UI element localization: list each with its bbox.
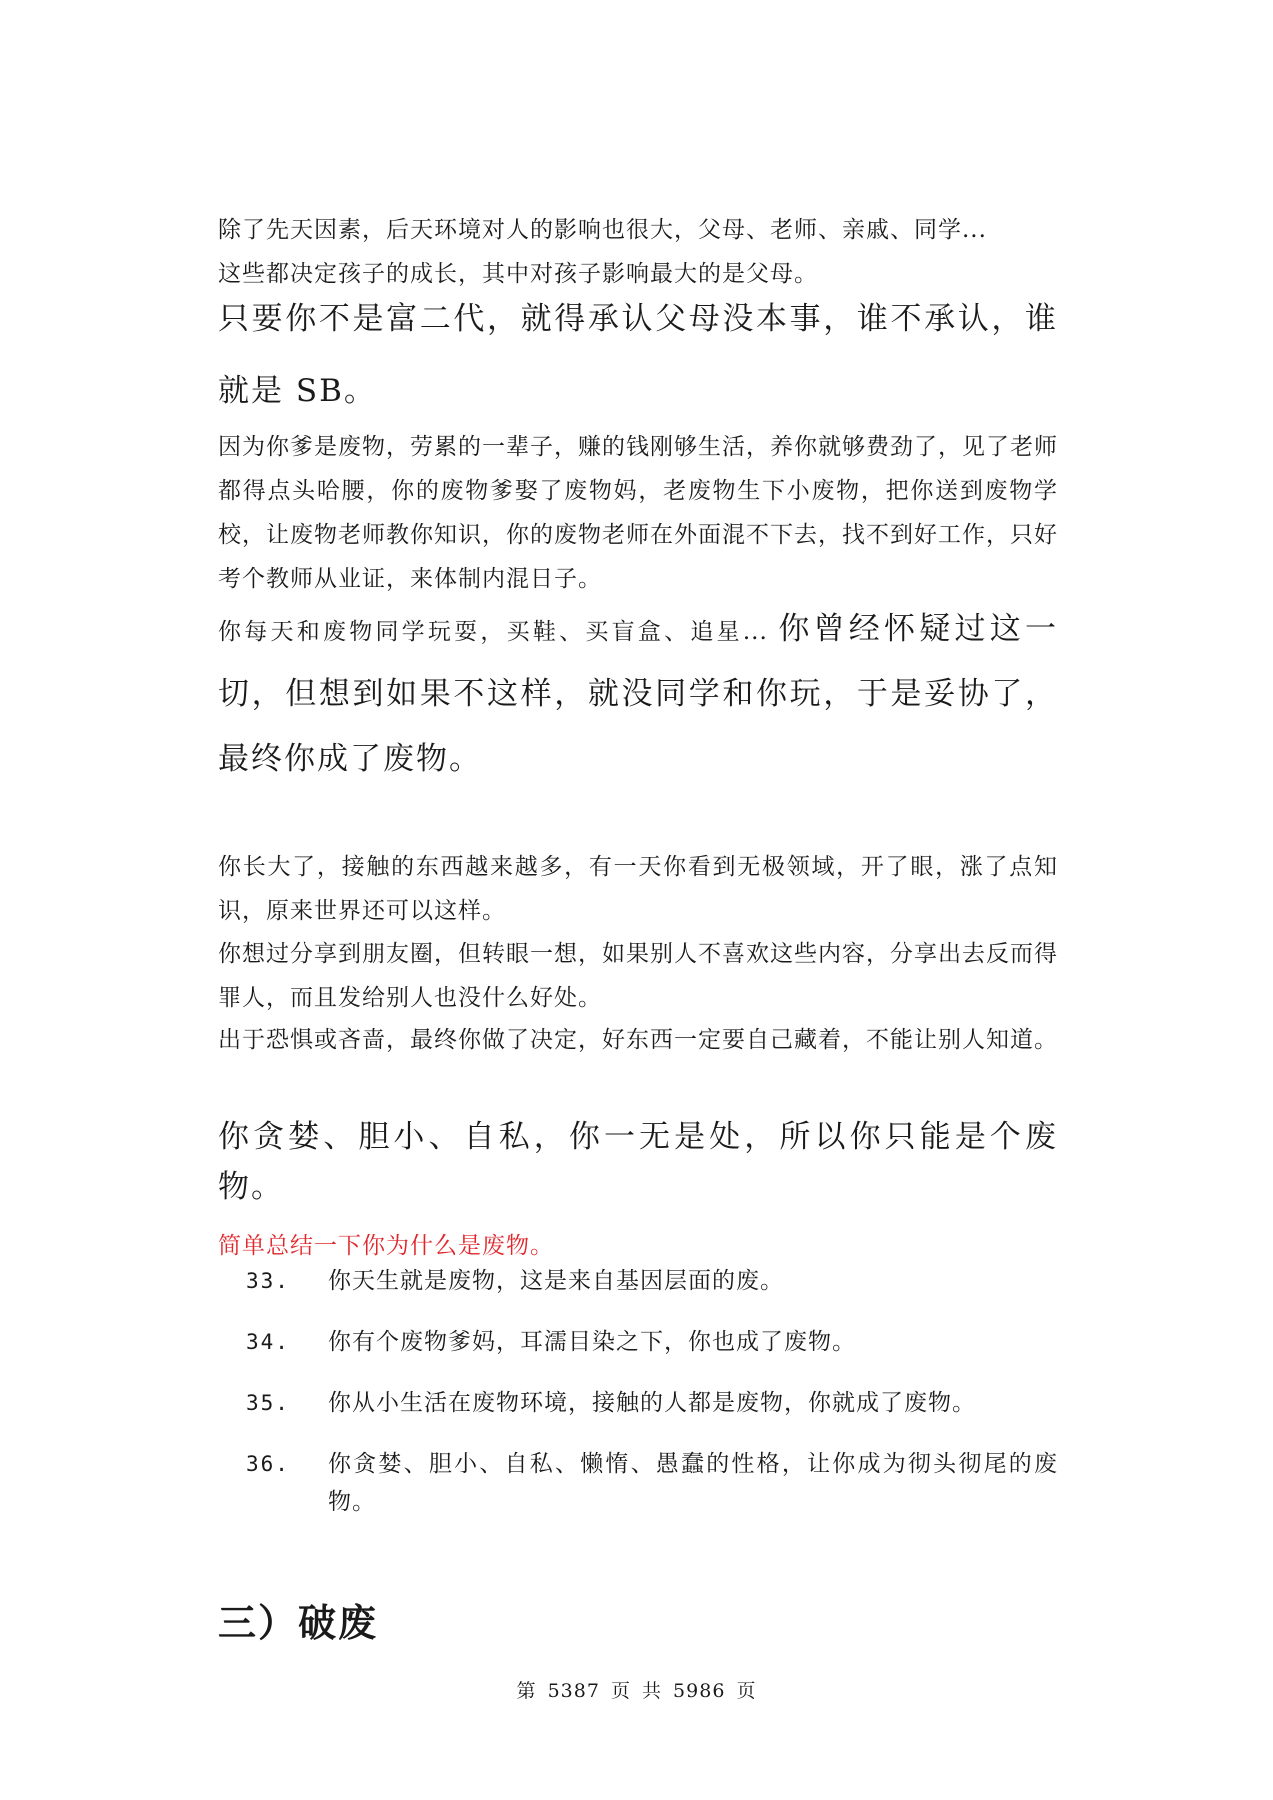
list-item-text: 你天生就是废物，这是来自基因层面的废。 bbox=[328, 1268, 784, 1294]
paragraph-conclusion: 你贪婪、胆小、自私，你一无是处，所以你只能是个废物。 bbox=[218, 1119, 1058, 1205]
list-item-number: 36. bbox=[246, 1452, 290, 1476]
paragraph-classmates-small: 你每天和废物同学玩耍，买鞋、买盲盒、追星... bbox=[218, 619, 779, 645]
paragraph-intro-line2: 这些都决定孩子的成长，其中对孩子影响最大的是父母。 bbox=[218, 261, 818, 287]
list-item bbox=[218, 1323, 1058, 1361]
section-heading: 三）破废 bbox=[218, 1601, 379, 1645]
summary-title: 简单总结一下你为什么是废物。 bbox=[218, 1233, 554, 1259]
list-item bbox=[218, 1384, 1058, 1422]
list-item-number: 35. bbox=[246, 1391, 290, 1415]
paragraph-share: 你想过分享到朋友圈，但转眼一想，如果别人不喜欢这些内容，分享出去反而得罪人，而且发给别人也没什么好处。 bbox=[218, 941, 1058, 1011]
paragraph-classmates-big: 你曾经怀疑过这一切，但想到如果不这样，就没同学和你玩，于是妥协了，最终你成了废物。 bbox=[218, 611, 1058, 777]
paragraph-intro-line1: 除了先天因素，后天环境对人的影响也很大，父母、老师、亲戚、同学... bbox=[218, 217, 987, 243]
list-item-text: 你贪婪、胆小、自私、懒惰、愚蠢的性格，让你成为彻头彻尾的废物。 bbox=[328, 1451, 1058, 1515]
list-item-text: 你从小生活在废物环境，接触的人都是废物，你就成了废物。 bbox=[328, 1390, 976, 1416]
list-item-number: 34. bbox=[246, 1330, 290, 1354]
list-item bbox=[218, 1445, 1058, 1521]
paragraph-classmates bbox=[218, 598, 1058, 793]
paragraph-grew-up: 你长大了，接触的东西越来越多，有一天你看到无极领域，开了眼，涨了点知识，原来世界还可以这样。 bbox=[218, 854, 1058, 924]
paragraph-rich-kid: 只要你不是富二代，就得承认父母没本事，谁不承认，谁就是 SB。 bbox=[218, 301, 1058, 409]
list-item bbox=[218, 1262, 1058, 1300]
list-item-number: 33. bbox=[246, 1269, 290, 1293]
list-item-text: 你有个废物爹妈，耳濡目染之下，你也成了废物。 bbox=[328, 1329, 856, 1355]
summary-list bbox=[218, 1262, 1058, 1544]
paragraph-parents: 因为你爹是废物，劳累的一辈子，赚的钱刚够生活，养你就够费劲了，见了老师都得点头哈腰，你的废物爹娶了废物妈，老废物生下小废物，把你送到废物学校，让废物老师教你知识，你的废物老师在外面混不下去，找不到好工作，只好考个教师从业证，来体制内混日子。 bbox=[218, 434, 1058, 592]
paragraph-decision: 出于恐惧或吝啬，最终你做了决定，好东西一定要自己藏着，不能让别人知道。 bbox=[218, 1027, 1058, 1053]
page-number-footer: 第 5387 页 共 5986 页 bbox=[516, 1680, 757, 1702]
